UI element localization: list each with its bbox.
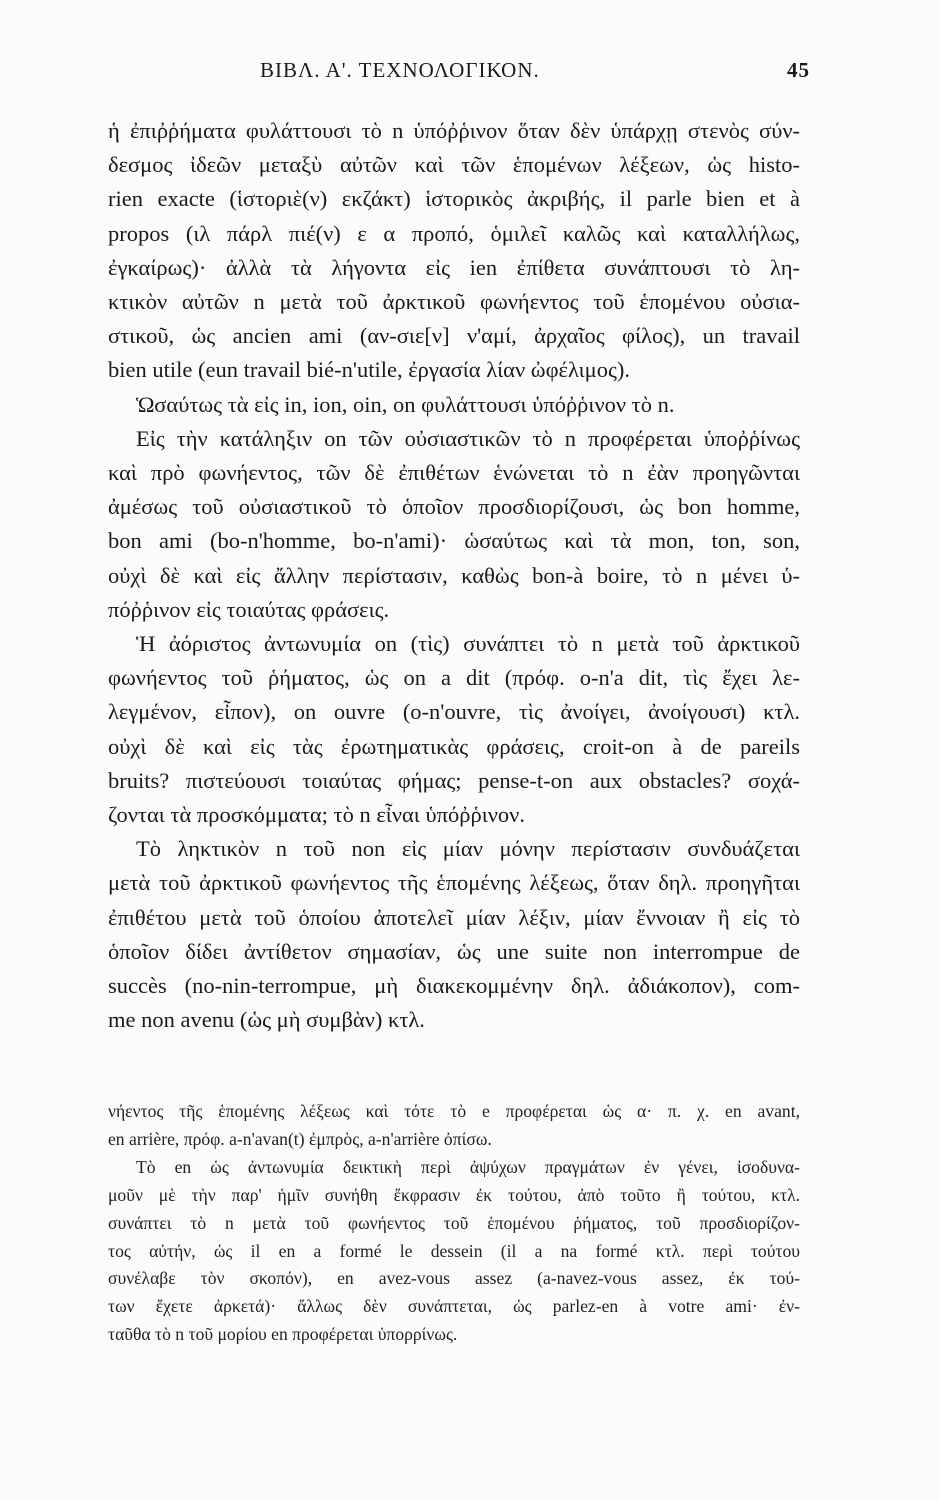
footnotes bbox=[108, 1098, 800, 1349]
text-line: πόῤῥινον εἰς τοιαύτας φράσεις. bbox=[108, 596, 390, 622]
text-line: ἡ ἐπιῤῥήματα φυλάττουσι τὸ n ὑπόῤῥινον ὅταν δὲν ὑπάρχῃ στενὸς σύν- bbox=[108, 118, 800, 143]
text-line: ἐπιθέτου μετὰ τοῦ ὁποίου ἀποτελεῖ μίαν λέξιν, μίαν ἔννοιαν ἢ εἰς τὸ bbox=[108, 904, 800, 930]
text-line: bien utile (eun travail bié-n'utile, ἐργασία λίαν ὠφέλιμος). bbox=[108, 357, 631, 383]
text-line: οὐχὶ δὲ καὶ εἰς ἄλλην περίστασιν, καθὼς bon-à boire, τὸ n μένει ὑ- bbox=[108, 562, 800, 588]
paragraph-start: Ὡσαύτως τὰ εἰς in, ion, oin, on φυλάττουσι ὑπόῤῥινον τὸ n. bbox=[136, 391, 675, 417]
main-text bbox=[108, 114, 800, 1037]
text-line: κτικὸν αὐτῶν n μετὰ τοῦ ἀρκτικοῦ φωνήεντος τοῦ ἑπομένου οὐσια- bbox=[108, 289, 800, 315]
text-line: οὐχὶ δὲ καὶ εἰς τὰς ἐρωτηματικὰς φράσεις, croit-on à de pareils bbox=[108, 733, 800, 759]
text-line: δεσμος ἰδεῶν μεταξὺ αὐτῶν καὶ τῶν ἑπομένων λέξεων, ὡς histo- bbox=[108, 152, 800, 178]
text-line: μετὰ τοῦ ἀρκτικοῦ φωνήεντος τῆς ἑπομένης λέξεως, ὅταν δηλ. προηγῆται bbox=[108, 870, 800, 896]
paragraph-start: Εἰς τὴν κατάληξιν on τῶν οὐσιαστικῶν τὸ n προφέρεται ὑποῤῥίνως bbox=[136, 425, 800, 451]
text-line: λεγμένον, εἶπον), on ouvre (o-n'ouvre, τὶς ἀνοίγει, ἀνοίγουσι) κτλ. bbox=[108, 699, 800, 725]
footnote-line: τος αὐτήν, ὡς il en a formé le dessein (il a na formé κτλ. περὶ τούτου bbox=[108, 1240, 800, 1261]
paragraph-start: Τὸ ληκτικὸν n τοῦ non εἰς μίαν μόνην περίστασιν συνδυάζεται bbox=[136, 836, 800, 862]
text-line: καὶ πρὸ φωνήεντος, τῶν δὲ ἐπιθέτων ἑνώνεται τὸ n ἐὰν προηγῶνται bbox=[108, 460, 800, 486]
running-title: ΒΙΒΛ. Α'. ΤΕΧΝΟΛΟΓΙΚΟΝ. bbox=[260, 58, 540, 82]
text-line: ζονται τὰ προσκόμματα; τὸ n εἶναι ὑπόῤῥινον. bbox=[108, 802, 525, 828]
footnote-line: μοῦν μὲ τὴν παρ' ἡμῖν συνήθη ἔκφρασιν ἐκ τούτου, ἀπὸ τοῦτο ἢ τούτου, κτλ. bbox=[108, 1184, 800, 1205]
text-line: me non avenu (ὡς μὴ συμβὰν) κτλ. bbox=[108, 1007, 425, 1033]
text-line: ἀμέσως τοῦ οὐσιαστικοῦ τὸ ὁποῖον προσδιορίζουσι, ὡς bon homme, bbox=[108, 494, 800, 520]
footnote-paragraph-start: Τὸ en ὡς ἀντωνυμία δεικτικὴ περὶ ἀψύχων πραγμάτων ἐν γένει, ἰσοδυνα- bbox=[136, 1156, 800, 1177]
footnote-line: en arrière, πρόφ. a-n'avan(t) ἐμπρὸς, a-n'arrière ὀπίσω. bbox=[108, 1128, 492, 1149]
footnote-line: συνέλαβε τὸν σκοπόν), en avez-vous assez (a-navez-vous assez, ἐκ τού- bbox=[108, 1268, 800, 1289]
paragraph-start: Ἡ ἀόριστος ἀντωνυμία on (τὶς) συνάπτει τὸ n μετὰ τοῦ ἀρκτικοῦ bbox=[136, 631, 800, 657]
footnote-line: ταῦθα τὸ n τοῦ μορίου en προφέρεται ὑπορρίνως. bbox=[108, 1324, 458, 1345]
page-number: 45 bbox=[787, 58, 810, 82]
text-line: bon ami (bo-n'homme, bo-n'ami)· ὡσαύτως καὶ τὰ mon, ton, son, bbox=[108, 528, 800, 554]
text-line: ὁποῖον δίδει ἀντίθετον σημασίαν, ὡς une suite non interrompue de bbox=[108, 938, 800, 964]
text-line: ἐγκαίρως)· ἀλλὰ τὰ λήγοντα εἰς ien ἐπίθετα συνάπτουσι τὸ λη- bbox=[108, 254, 800, 280]
text-line: propos (ιλ πάρλ πιέ(ν) ε α προπό, ὁμιλεῖ καλῶς καὶ καταλλήλως, bbox=[108, 220, 800, 246]
footnote-line: νήεντος τῆς ἑπομένης λέξεως καὶ τότε τὸ e προφέρεται ὡς α· π. χ. en avant, bbox=[108, 1101, 800, 1121]
text-line: στικοῦ, ὡς ancien ami (αν-σιε[ν] ν'αμί, ἀρχαῖος φίλος), un travail bbox=[108, 323, 800, 349]
text-line: bruits? πιστεύουσι τοιαύτας φήμας; pense-t-on aux obstacles? σοχά- bbox=[108, 767, 800, 793]
text-line: φωνήεντος τοῦ ῥήματος, ὡς on a dit (πρόφ. o-n'a dit, τὶς ἔχει λε- bbox=[108, 665, 800, 691]
footnote-line: συνάπτει τὸ n μετὰ τοῦ φωνήεντος τοῦ ἑπομένου ῥήματος, τοῦ προσδιορίζον- bbox=[108, 1212, 800, 1233]
text-line: succès (no-nin-terrompue, μὴ διακεκομμένην δηλ. ἀδιάκοπον), com- bbox=[108, 973, 800, 999]
text-line: rien exacte (ἱστοριὲ(ν) εκζάκτ) ἱστορικὸς ἀκριβής, il parle bien et à bbox=[108, 186, 800, 212]
footnote-line: των ἔχετε ἀρκετά)· ἄλλως δὲν συνάπτεται, ὡς parlez-en à votre ami· ἐν- bbox=[108, 1296, 800, 1317]
